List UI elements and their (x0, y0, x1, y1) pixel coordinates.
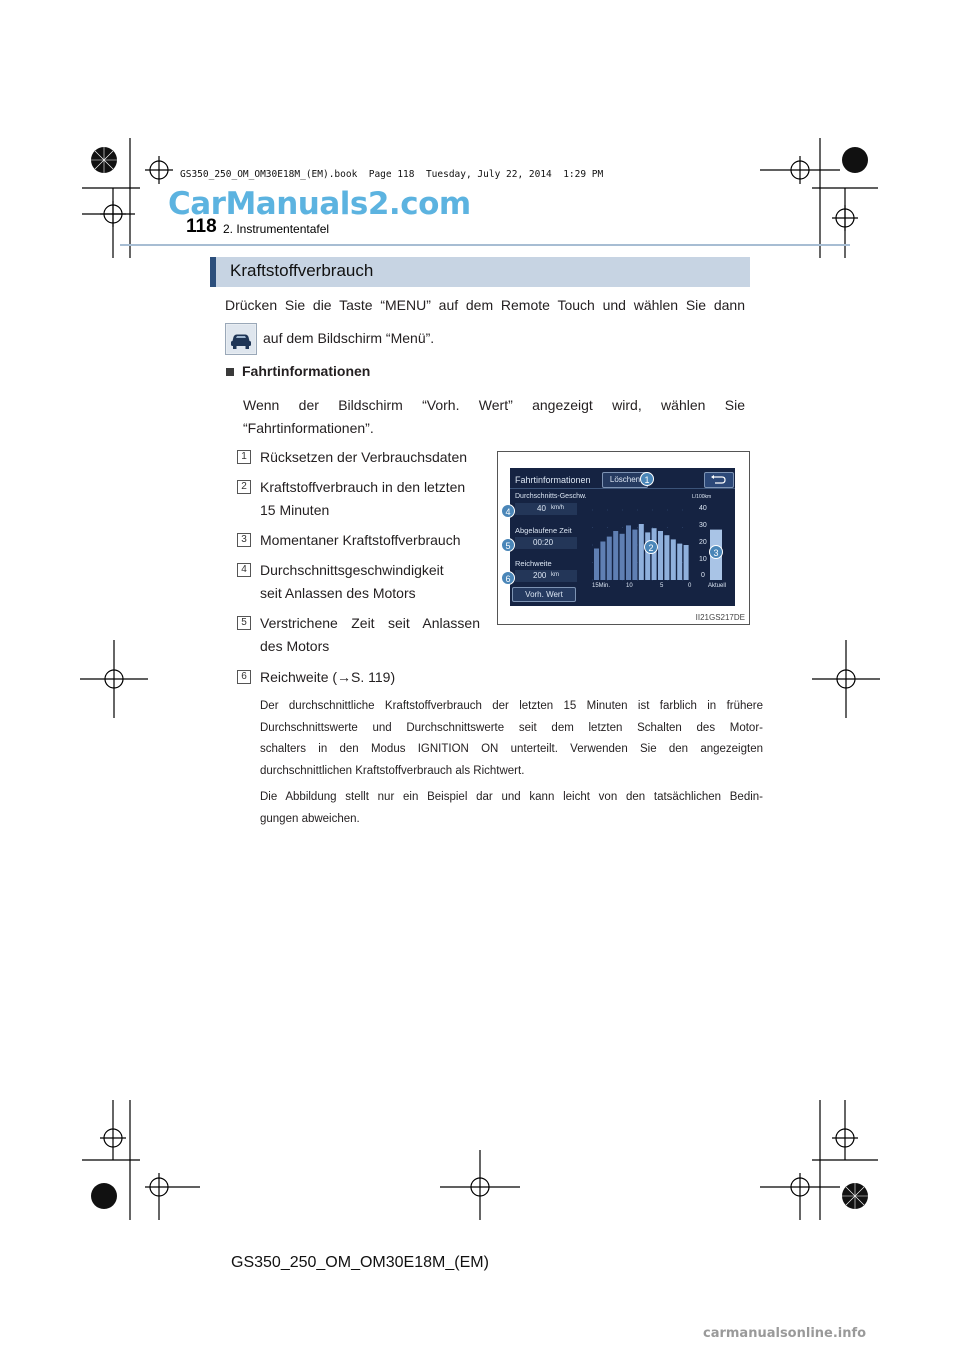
section-intro-continued: auf dem Bildschirm “Menü”. (263, 330, 435, 346)
running-head: 2. Instrumententafel (223, 222, 330, 236)
note-paragraph (260, 787, 763, 830)
x-tick-label: 10 (626, 583, 633, 589)
consumption-bar (664, 535, 669, 580)
screen-title: Fahrtinformationen (515, 475, 591, 485)
callout-marker: 6 (501, 571, 515, 585)
y-tick-label: 40 (699, 505, 707, 512)
subsection-title: Fahrtinformationen (242, 363, 371, 379)
unit-label: L/100km (692, 494, 712, 500)
car-icon (225, 323, 257, 355)
elapsed-time-value: 00:20 (533, 538, 554, 547)
reset-button[interactable]: Löschen (602, 472, 648, 488)
item-text-continued: seit Anlassen des Motors (260, 585, 416, 601)
watermark-bottom[interactable]: carmanualsonline.info (703, 1326, 867, 1341)
consumption-bar (600, 542, 605, 581)
bullet-square-icon (226, 368, 234, 376)
screen-divider (510, 488, 735, 489)
item-number: 2 (237, 480, 251, 494)
screen-figure (497, 451, 750, 625)
y-tick-label: 0 (701, 572, 705, 579)
callout-marker: 3 (709, 545, 723, 559)
item-text: Durchschnittsgeschwindigkeit (260, 562, 444, 578)
note-paragraph (260, 696, 763, 782)
avg-speed-field (515, 503, 577, 515)
section-title: Kraftstoffverbrauch (230, 261, 374, 280)
consumption-bar (620, 534, 625, 580)
header-rule (120, 244, 850, 246)
item-text-continued: des Motors (260, 638, 330, 654)
item-text: Kraftstoffverbrauch in den letzten (260, 479, 466, 495)
current-label: Aktuell (708, 583, 727, 589)
watermark-top[interactable]: CarManuals2.com (168, 186, 471, 222)
item-text: Reichweite (→S. 119) (260, 669, 396, 685)
item-text-continued: 15 Minuten (260, 502, 330, 518)
avg-speed-label: Durchschnitts-Geschw. (515, 493, 587, 500)
consumption-bar (626, 525, 631, 580)
item-number: 1 (237, 450, 251, 464)
previous-values-button[interactable]: Vorh. Wert (512, 587, 576, 602)
item-number: 5 (237, 616, 251, 630)
callout-marker: 5 (501, 538, 515, 552)
return-arrow-icon[interactable] (704, 472, 734, 488)
item-text: Rücksetzen der Verbrauchsdaten (260, 449, 468, 465)
range-label: Reichweite (515, 559, 552, 568)
consumption-bar (671, 539, 676, 580)
subsection-intro: Wenn der Bildschirm “Vorh. Wert” angezeigt wird, wählen Sie (243, 397, 745, 413)
consumption-bar (684, 545, 689, 580)
callout-marker: 4 (501, 504, 515, 518)
consumption-bar (607, 537, 612, 580)
callout-marker: 2 (644, 540, 658, 554)
item-number: 6 (237, 670, 251, 684)
figure-code: II21GS217DE (695, 613, 745, 622)
section-intro: Drücken Sie die Taste “MENU” auf dem Remote Touch und wählen Sie dann (225, 297, 745, 313)
y-tick-label: 10 (699, 556, 707, 563)
avg-speed-unit: km/h (551, 505, 565, 511)
consumption-bar (613, 531, 618, 580)
note-line: schalters in den Modus IGNITION ON unterteilt. Verwenden Sie den angezeigten (260, 743, 763, 755)
consumption-bar (677, 544, 682, 580)
item-number: 4 (237, 563, 251, 577)
note-line: durchschnittlichen Kraftstoffverbrauch als Richtwert. (260, 764, 525, 777)
x-tick-label: 5 (660, 583, 664, 589)
range-field (515, 570, 577, 582)
range-value: 200 (533, 571, 547, 580)
item-text: Momentaner Kraftstoffverbrauch (260, 532, 461, 548)
range-unit: km (551, 572, 559, 578)
note-line: Durchschnittswerte und Durchschnittswerte seit dem letzten Schalten des Motor- (260, 721, 763, 734)
y-tick-label: 20 (699, 539, 707, 546)
footer-doc-code: GS350_250_OM_OM30E18M_(EM) (231, 1254, 489, 1271)
y-tick-label: 30 (699, 522, 707, 529)
subsection-intro-continued: “Fahrtinformationen”. (243, 420, 374, 436)
note-line: Der durchschnittliche Kraftstoffverbrauch der letzten 15 Minuten ist farblich in frühere (260, 700, 763, 712)
item-text: Verstrichene Zeit seit Anlassen (260, 615, 480, 631)
consumption-bar (639, 524, 644, 580)
consumption-bar (632, 530, 637, 580)
item-number: 3 (237, 533, 251, 547)
page-number: 118 (186, 216, 217, 237)
display-screen (510, 468, 735, 606)
note-line: gungen abweichen. (260, 812, 360, 825)
print-slug: GS350_250_OM_OM30E18M_(EM).book Page 118 Tuesday, July 22, 2014 1:29 PM (180, 169, 604, 180)
note-line: Die Abbildung stellt nur ein Beispiel dar und kann leicht von den tatsächlichen Bedin- (260, 791, 763, 803)
x-tick-label: 0 (688, 583, 692, 589)
elapsed-time-label: Abgelaufene Zeit (515, 526, 572, 535)
elapsed-time-field (515, 537, 577, 549)
consumption-bar (594, 549, 599, 581)
x-tick-label: 15Min. (592, 583, 611, 589)
consumption-bar (658, 531, 663, 580)
callout-marker: 1 (640, 472, 654, 486)
avg-speed-value: 40 (537, 504, 546, 513)
section-heading-bar (210, 257, 750, 287)
